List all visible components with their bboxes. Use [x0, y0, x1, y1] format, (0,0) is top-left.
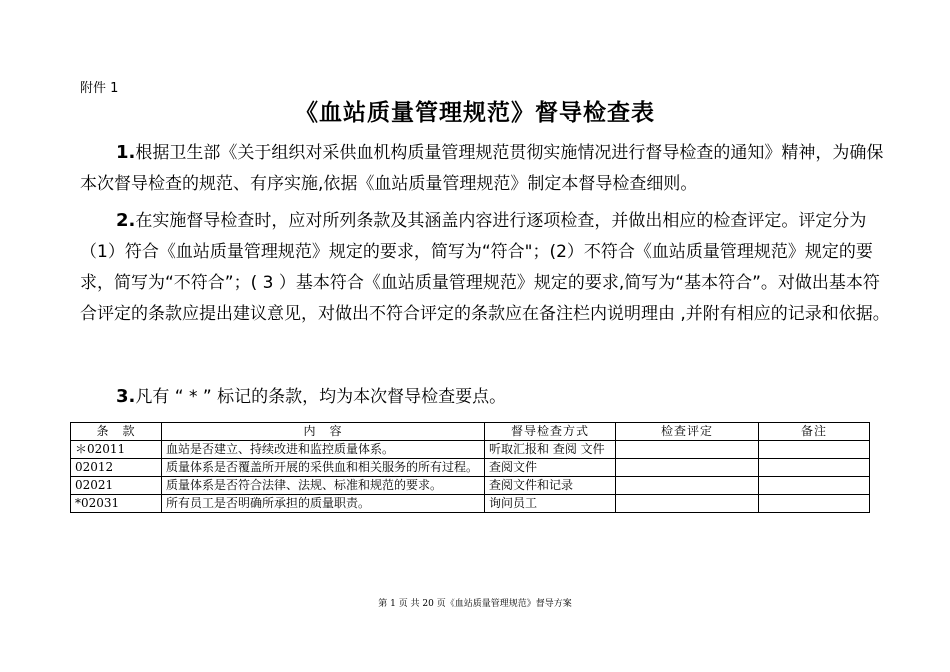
paragraph-number: 1.	[116, 142, 136, 163]
header-note: 备注	[759, 423, 870, 441]
rating-cell[interactable]	[616, 441, 759, 459]
header-method: 督导检查方式	[485, 423, 616, 441]
rating-cell[interactable]	[616, 459, 759, 477]
clause-cell: ＊02011	[71, 441, 162, 459]
inspection-table	[70, 422, 870, 513]
content-cell: 血站是否建立、持续改进和监控质量体系。	[162, 441, 485, 459]
paragraph-1	[80, 137, 890, 200]
header-rating: 检查评定	[616, 423, 759, 441]
table-row	[71, 459, 870, 477]
rating-cell[interactable]	[616, 477, 759, 495]
header-content: 内 容	[162, 423, 485, 441]
paragraph-2	[80, 205, 890, 330]
paragraph-number: 2.	[116, 210, 136, 231]
clause-cell: *02031	[71, 495, 162, 513]
note-cell[interactable]	[759, 495, 870, 513]
attachment-label: 附件 1	[80, 81, 119, 96]
content-cell: 所有员工是否明确所承担的质量职责。	[162, 495, 485, 513]
table-row	[71, 477, 870, 495]
paragraph-text: 根据卫生部《关于组织对采供血机构质量管理规范贯彻实施情况进行督导检查的通知》精神，为确保本次督导检查的规范、有序实施,依据《血站质量管理规范》制定本督导检查细则。	[80, 143, 884, 194]
table-row	[71, 441, 870, 459]
page-footer: 第 1 页 共 20 页《血站质量管理规范》督导方案	[378, 599, 572, 609]
content-cell: 质量体系是否符合法律、法规、标准和规范的要求。	[162, 477, 485, 495]
note-cell[interactable]	[759, 459, 870, 477]
method-cell: 听取汇报和 查阅 文件	[485, 441, 616, 459]
clause-cell: 02012	[71, 459, 162, 477]
method-cell: 询问员工	[485, 495, 616, 513]
paragraph-3	[80, 381, 890, 413]
content-cell: 质量体系是否覆盖所开展的采供血和相关服务的所有过程。	[162, 459, 485, 477]
method-cell: 查阅文件	[485, 459, 616, 477]
note-cell[interactable]	[759, 477, 870, 495]
document-title: 《血站质量管理规范》督导检查表	[295, 100, 655, 126]
method-cell: 查阅文件和记录	[485, 477, 616, 495]
paragraph-text: 凡有 “ * ” 标记的条款，均为本次督导检查要点。	[135, 387, 507, 407]
paragraph-text: 在实施督导检查时，应对所列条款及其涵盖内容进行逐项检查，并做出相应的检查评定。评定分为（1）符合《血站质量管理规范》规定的要求，简写为“符合"；(2）不符合《血站质量管理规范》规定的要求，简写为“不符合”；( 3 ）基本符合《血站质量管理规范》规定的要求,简写为“基本符合”。对做出基本符合评定的条款应提出建议意见，对做出不符合评定的条款应在备注栏内说明理由 ,并附有相应的记录和依据。	[80, 211, 890, 324]
paragraph-number: 3.	[116, 386, 136, 407]
table-header-row	[71, 423, 870, 441]
rating-cell[interactable]	[616, 495, 759, 513]
table-row	[71, 495, 870, 513]
header-clause: 条 款	[71, 423, 162, 441]
clause-cell: 02021	[71, 477, 162, 495]
note-cell[interactable]	[759, 441, 870, 459]
